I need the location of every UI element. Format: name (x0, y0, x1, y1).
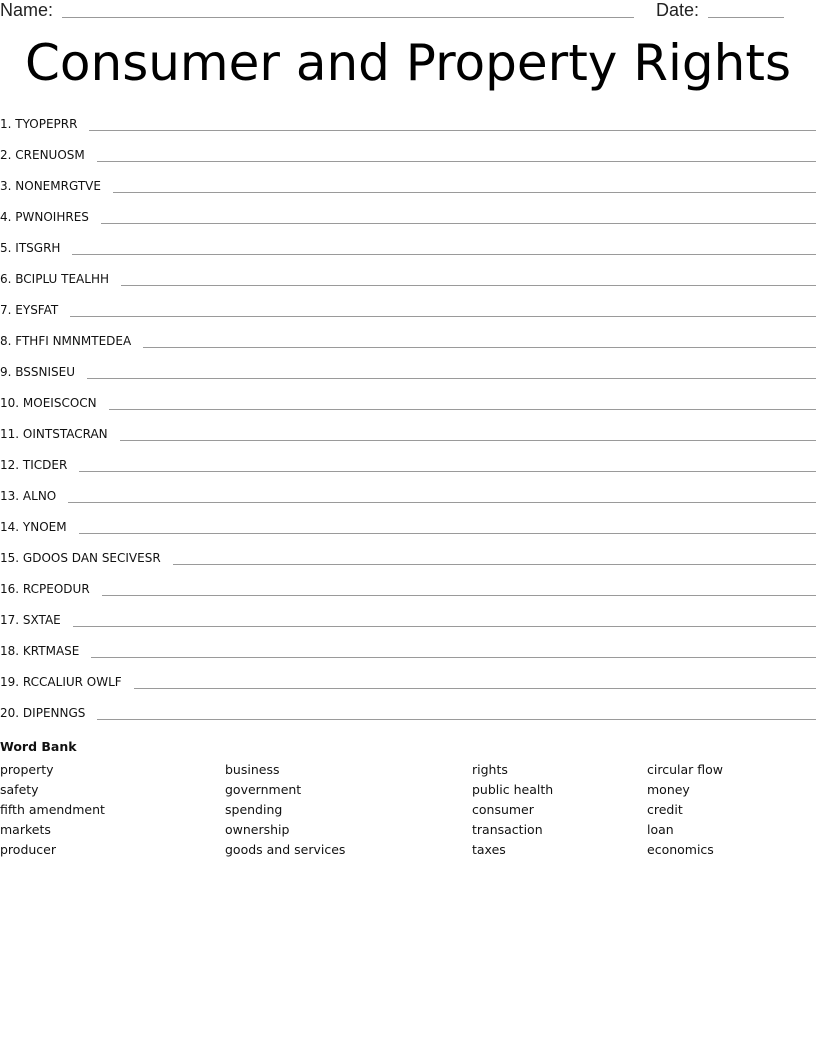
word-bank-item: spending (225, 802, 283, 817)
word-bank-item: rights (472, 762, 508, 777)
word-bank-column-4 (647, 760, 723, 860)
question-number: 20. (0, 706, 20, 720)
scrambled-word: TICDER (22, 458, 68, 472)
scrambled-word: OINTSTACRAN (22, 427, 108, 441)
scrambled-word: EYSFAT (15, 303, 59, 317)
word-bank-item: circular flow (647, 762, 723, 777)
question-row (0, 452, 816, 472)
question-row (0, 235, 816, 255)
word-bank-item: loan (647, 822, 674, 837)
scrambled-word: ALNO (22, 489, 57, 503)
question-number: 7. (0, 303, 12, 317)
question-number: 13. (0, 489, 20, 503)
question-number: 17. (0, 613, 20, 627)
page-title: Consumer and Property Rights (25, 34, 791, 92)
question-row (0, 545, 816, 565)
name-field-line[interactable] (62, 17, 634, 18)
answer-line[interactable] (73, 626, 816, 627)
question-row (0, 421, 816, 441)
question-number: 4. (0, 210, 12, 224)
question-number: 5. (0, 241, 12, 255)
name-label: Name: (0, 0, 54, 20)
question-number: 16. (0, 582, 20, 596)
word-bank-item: safety (0, 782, 39, 797)
scrambled-word: NONEMRGTVE (15, 179, 101, 193)
question-row (0, 483, 816, 503)
scrambled-word: KRTMASE (22, 644, 80, 658)
word-bank-item: producer (0, 842, 57, 857)
answer-line[interactable] (79, 533, 816, 534)
answer-line[interactable] (87, 378, 816, 379)
question-row (0, 576, 816, 596)
scrambled-word: YNOEM (22, 520, 67, 534)
question-number: 8. (0, 334, 12, 348)
word-bank-item: ownership (225, 822, 290, 837)
scrambled-word: FTHFI NMNMTEDEA (15, 334, 132, 348)
word-bank-column-3 (472, 760, 553, 860)
question-row (0, 359, 816, 379)
answer-line[interactable] (102, 595, 816, 596)
question-row (0, 111, 816, 131)
question-row (0, 142, 816, 162)
word-bank-item: taxes (472, 842, 506, 857)
question-number: 10. (0, 396, 20, 410)
word-bank-item: government (225, 782, 302, 797)
word-bank-item: consumer (472, 802, 534, 817)
scrambled-word: RCCALIUR OWLF (22, 675, 122, 689)
scrambled-word: RCPEODUR (22, 582, 90, 596)
question-number: 18. (0, 644, 20, 658)
answer-line[interactable] (79, 471, 816, 472)
word-bank-item: money (647, 782, 690, 797)
question-number: 15. (0, 551, 20, 565)
scrambled-word: BSSNISEU (15, 365, 76, 379)
question-number: 3. (0, 179, 12, 193)
word-bank-item: goods and services (225, 842, 346, 857)
question-number: 1. (0, 117, 12, 131)
scrambled-word: TYOPEPRR (15, 117, 78, 131)
scrambled-word: CRENUOSM (15, 148, 85, 162)
question-number: 12. (0, 458, 20, 472)
word-bank-column-1 (0, 760, 105, 860)
question-number: 11. (0, 427, 20, 441)
word-bank-item: business (225, 762, 280, 777)
answer-line[interactable] (173, 564, 816, 565)
answer-line[interactable] (72, 254, 816, 255)
answer-line[interactable] (109, 409, 816, 410)
answer-line[interactable] (134, 688, 816, 689)
word-bank-item: markets (0, 822, 51, 837)
header (0, 0, 816, 22)
date-label: Date: (656, 0, 700, 20)
question-number: 2. (0, 148, 12, 162)
question-row (0, 173, 816, 193)
question-row (0, 638, 816, 658)
answer-line[interactable] (113, 192, 816, 193)
scrambled-word: BCIPLU TEALHH (15, 272, 109, 286)
word-bank-item: transaction (472, 822, 543, 837)
answer-line[interactable] (121, 285, 816, 286)
word-bank-item: credit (647, 802, 683, 817)
question-number: 9. (0, 365, 12, 379)
question-row (0, 669, 816, 689)
question-number: 14. (0, 520, 20, 534)
word-bank-item: public health (472, 782, 554, 797)
word-bank-column-2 (225, 760, 345, 860)
word-bank-item: fifth amendment (0, 802, 105, 817)
question-row (0, 328, 816, 348)
question-row (0, 514, 816, 534)
question-number: 19. (0, 675, 20, 689)
answer-line[interactable] (101, 223, 816, 224)
scrambled-word: DIPENNGS (22, 706, 86, 720)
answer-line[interactable] (97, 161, 816, 162)
scrambled-word: ITSGRH (15, 241, 61, 255)
question-row (0, 266, 816, 286)
answer-line[interactable] (89, 130, 816, 131)
answer-line[interactable] (143, 347, 816, 348)
question-row (0, 390, 816, 410)
date-field-line[interactable] (708, 17, 784, 18)
scrambled-word: PWNOIHRES (15, 210, 89, 224)
answer-line[interactable] (91, 657, 816, 658)
scrambled-word: SXTAE (22, 613, 61, 627)
answer-line[interactable] (120, 440, 816, 441)
question-row (0, 607, 816, 627)
scrambled-word: MOEISCOCN (22, 396, 97, 410)
question-row (0, 700, 816, 720)
answer-line[interactable] (70, 316, 816, 317)
question-row (0, 297, 816, 317)
word-bank-item: economics (647, 842, 714, 857)
scrambled-word: GDOOS DAN SECIVESR (22, 551, 161, 565)
word-bank-title: Word Bank (0, 739, 77, 754)
answer-line[interactable] (97, 719, 816, 720)
question-number: 6. (0, 272, 12, 286)
answer-line[interactable] (68, 502, 816, 503)
question-row (0, 204, 816, 224)
word-bank-item: property (0, 762, 54, 777)
